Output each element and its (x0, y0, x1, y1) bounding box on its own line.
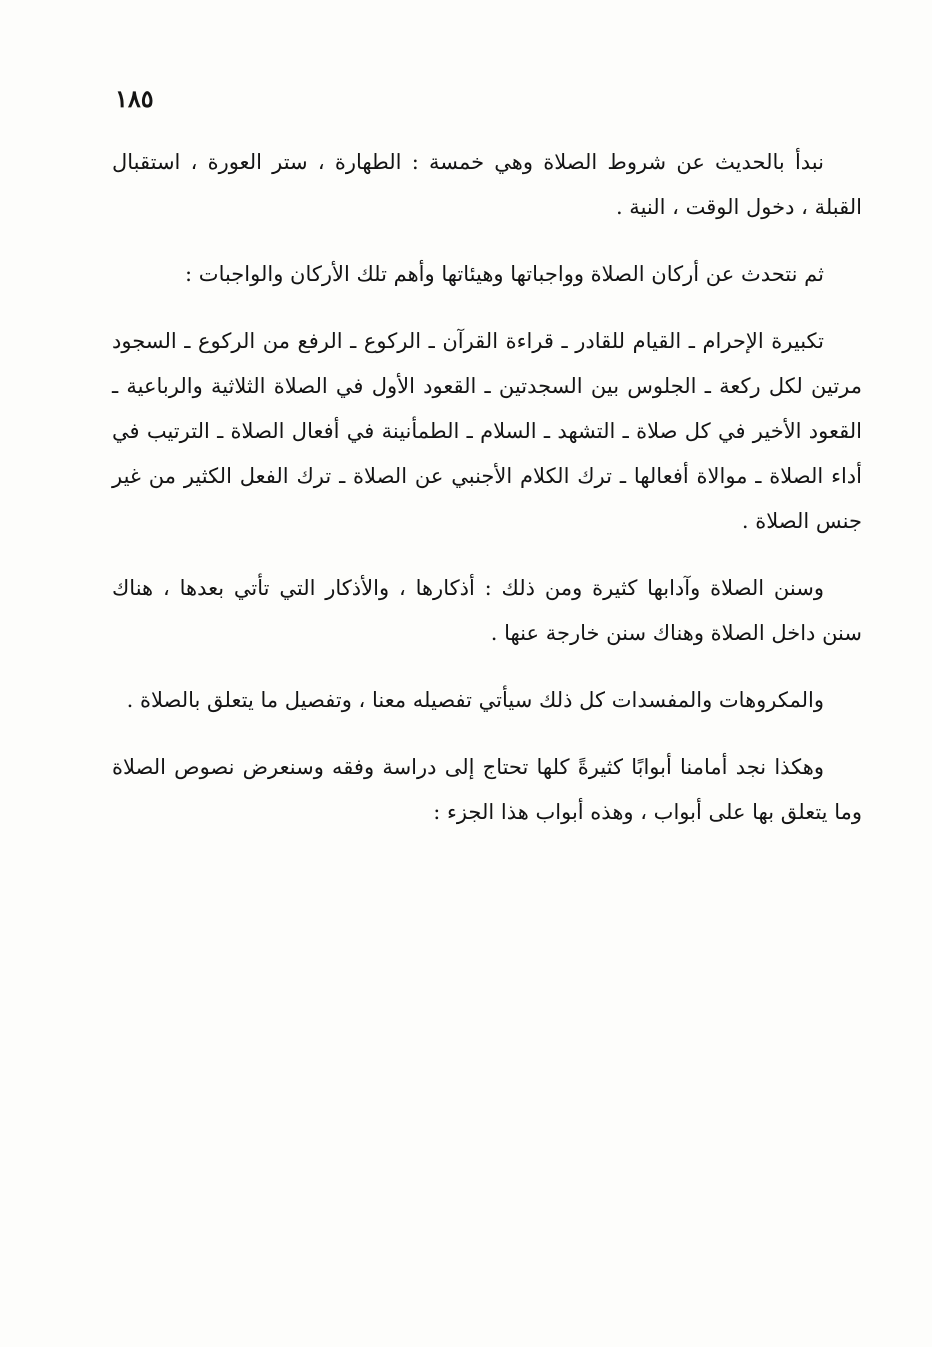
paragraph-chapters-intro: وهكذا نجد أمامنا أبوابًا كثيرةً كلها تحتاج إلى دراسة وفقه وسنعرض نصوص الصلاة وما يتعلق بها على أبواب ، وهذه أبواب هذا الجزء : (112, 755, 862, 824)
paragraph-pillars-list: تكبيرة الإحرام ـ القيام للقادر ـ قراءة القرآن ـ الركوع ـ الرفع من الركوع ـ السجود مرتين لكل ركعة ـ الجلوس بين السجدتين ـ القعود الأول في الصلاة الثلاثية والرباعية ـ القعود الأخير في كل صلاة ـ التشهد ـ السلام ـ الطمأنينة في أفعال الصلاة ـ الترتيب في أداء الصلاة ـ موالاة أفعالها ـ ترك الكلام الأجنبي عن الصلاة ـ ترك الفعل الكثير من غير جنس الصلاة . (112, 329, 862, 533)
paragraph-conditions: نبدأ بالحديث عن شروط الصلاة وهي خمسة : الطهارة ، ستر العورة ، استقبال القبلة ، دخول الوقت ، النية . (112, 150, 862, 219)
page-body (112, 140, 862, 857)
paragraph-pillars-intro: ثم نتحدث عن أركان الصلاة وواجباتها وهيئاتها وأهم تلك الأركان والواجبات : (185, 262, 824, 286)
paragraph-sunan: وسنن الصلاة وآدابها كثيرة ومن ذلك : أذكارها ، والأذكار التي تأتي بعدها ، هناك سنن داخل الصلاة وهناك سنن خارجة عنها . (112, 576, 862, 645)
page-number: ١٨٥ (115, 84, 154, 113)
paragraph-makruhat: والمكروهات والمفسدات كل ذلك سيأتي تفصيله معنا ، وتفصيل ما يتعلق بالصلاة . (126, 688, 824, 712)
